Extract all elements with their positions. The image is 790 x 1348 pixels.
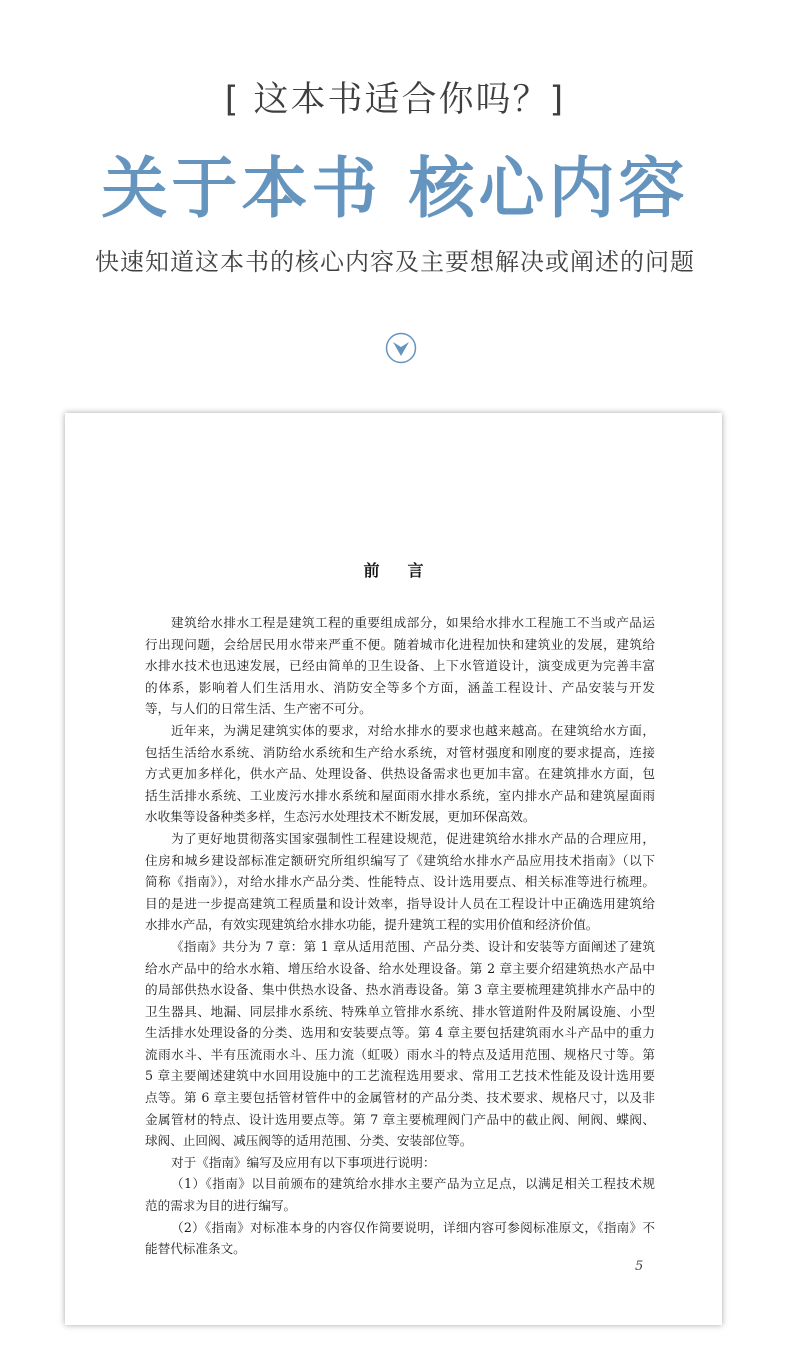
- text-line: 目的是进一步提高建筑工程质量和设计效率，指导设计人员在工程设计中正确选用建筑给: [145, 895, 655, 911]
- text-line: 对于《指南》编写及应用有以下事项进行说明：: [171, 1154, 436, 1170]
- text-line: 《指南》共分为 7 章：第 1 章从适用范围、产品分类、设计和安装等方面阐述了建筑: [171, 938, 655, 954]
- text-line: 方式更加多样化，供水产品、处理设备、供热设备需求也更加丰富。在建筑排水方面，包: [145, 766, 655, 782]
- text-line: 水排水技术也迅速发展，已经由简单的卫生设备、上下水管道设计，演变成更为完善丰富: [145, 658, 655, 674]
- text-line: （1）《指南》以目前颁布的建筑给水排水主要产品为立足点，以满足相关工程技术规: [171, 1176, 655, 1192]
- text-line: 球阀、止回阀、减压阀等的适用范围、分类、安装部位等。: [145, 1133, 473, 1149]
- preface-text: [145, 612, 655, 1260]
- text-line: 金属管材的特点、设计选用要点等。第 7 章主要梳理阀门产品中的截止阀、闸阀、蝶阀、: [145, 1111, 655, 1127]
- text-line: 水收集等设备种类多样，生态污水处理技术不断发展，更加环保高效。: [145, 809, 536, 825]
- text-line: 的局部供热水设备、集中供热水设备、热水消毒设备。第 3 章主要梳理建筑排水产品中的: [145, 982, 655, 998]
- text-line: 水排水产品，有效实现建筑给水排水功能，提升建筑工程的实用价值和经济价值。: [145, 917, 599, 933]
- text-line: 流雨水斗、半有压流雨水斗、压力流（虹吸）雨水斗的特点及适用范围、规格尺寸等。第: [145, 1046, 655, 1062]
- text-line: 点等。第 6 章主要包括管材管件中的金属管材的产品分类、技术要求、规格尺寸，以及非: [145, 1090, 655, 1106]
- section-title: 关于本书 核心内容: [101, 149, 689, 227]
- page-number: 5: [635, 1259, 644, 1274]
- text-line: 简称《指南》），对给水排水产品分类、性能特点、设计选用要点、相关标准等进行梳理。: [145, 874, 655, 890]
- section-subtitle: 快速知道这本书的核心内容及主要想解决或阐述的问题: [95, 248, 695, 276]
- text-line: 等，与人们的日常生活、生产密不可分。: [145, 701, 372, 717]
- text-line: 行出现问题，会给居民用水带来严重不便。随着城市化进程加快和建筑业的发展，建筑给: [145, 636, 655, 652]
- text-line: 给水产品中的给水水箱、增压给水设备、给水处理设备。第 2 章主要介绍建筑热水产品中: [145, 960, 655, 976]
- text-line: 为了更好地贯彻落实国家强制性工程建设规范，促进建筑给水排水产品的合理应用，: [171, 830, 655, 846]
- text-line: （2）《指南》对标准本身的内容仅作简要说明，详细内容可参阅标准原文，《指南》不: [171, 1219, 655, 1235]
- text-line: 5 章主要阐述建筑中水回用设施中的工艺流程选用要求、常用工艺技术性能及设计选用要: [145, 1068, 655, 1084]
- chevron-down-circle-icon: [385, 332, 417, 364]
- text-line: 生活排水处理设备的分类、选用和安装要点等。第 4 章主要包括建筑雨水斗产品中的重力: [145, 1025, 655, 1041]
- text-line: 括生活排水系统、工业废污水排水系统和屋面雨水排水系统，室内排水产品和建筑屋面雨: [145, 787, 655, 803]
- section-question: [ 这本书适合你吗？]: [224, 80, 566, 120]
- page-title-char: 前: [363, 561, 380, 580]
- text-line: 建筑给水排水工程是建筑工程的重要组成部分，如果给水排水工程施工不当或产品运: [171, 615, 655, 630]
- text-line: 近年来，为满足建筑实体的要求，对给水排水的要求也越来越高。在建筑给水方面，: [171, 722, 655, 738]
- text-line: 的体系，影响着人们生活用水、消防安全等多个方面，涵盖工程设计、产品安装与开发: [145, 679, 655, 695]
- book-page: [65, 413, 722, 1325]
- page-title: [65, 558, 722, 581]
- text-line: 范的需求为目的进行编写。: [145, 1198, 297, 1214]
- page-title-char: 言: [407, 561, 424, 580]
- text-line: 卫生器具、地漏、同层排水系统、特殊单立管排水系统、排水管道附件及附属设施、小型: [145, 1003, 655, 1019]
- text-line: 能替代标准条文。: [145, 1241, 246, 1257]
- text-line: 包括生活给水系统、消防给水系统和生产给水系统，对管材强度和刚度的要求提高，连接: [145, 744, 655, 760]
- text-line: 住房和城乡建设部标准定额研究所组织编写了《建筑给水排水产品应用技术指南》（以下: [145, 852, 655, 868]
